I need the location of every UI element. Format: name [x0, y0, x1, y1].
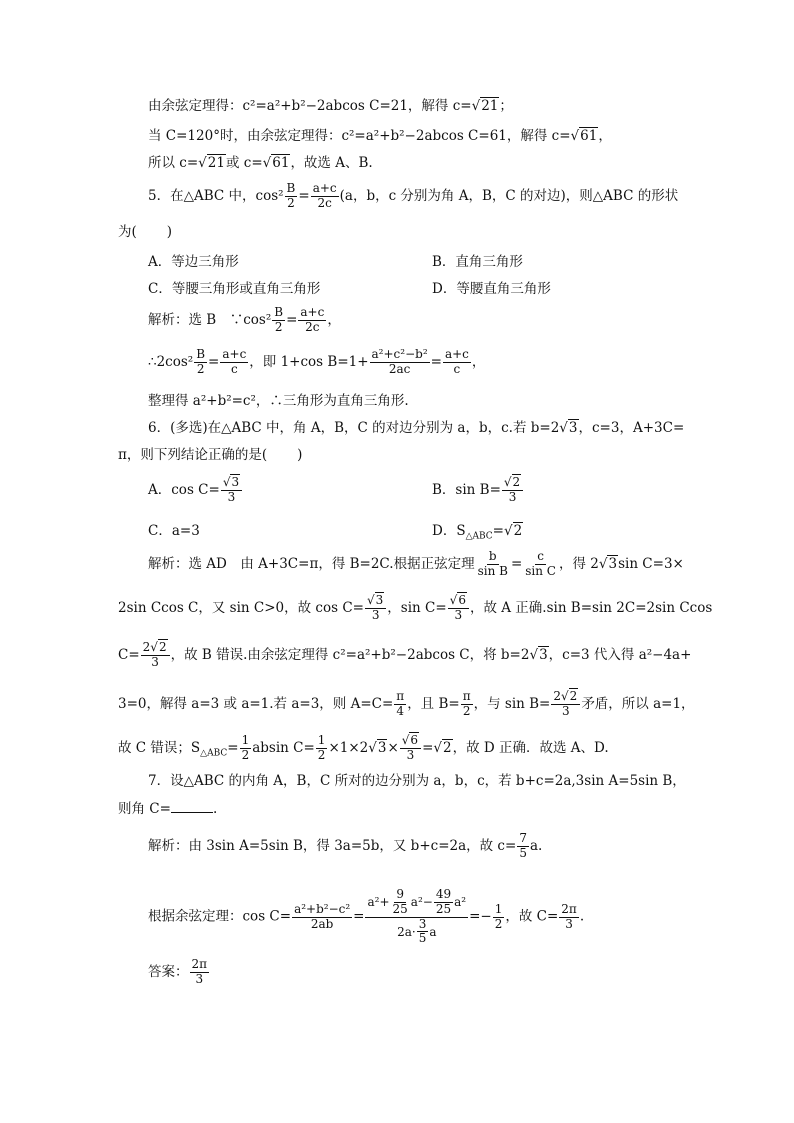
sqrt-symbol [472, 98, 481, 114]
numerator [502, 476, 523, 491]
denominator: 2 [274, 319, 283, 334]
text: 为( [118, 224, 137, 240]
question-7-stem-cont [118, 800, 217, 818]
text: 或 c= [225, 155, 263, 171]
radicand: 6 [458, 593, 466, 607]
denominator: c [453, 361, 461, 376]
text: ， [327, 311, 341, 328]
fraction [141, 641, 170, 670]
text: . [579, 908, 585, 925]
radicand: 3 [539, 646, 548, 663]
text: ，与 sin B= [473, 695, 551, 712]
fraction [285, 182, 298, 211]
option-b[interactable]: B．直角三角形 [432, 254, 523, 270]
text: a² [454, 894, 467, 909]
numerator: a+c [312, 181, 337, 195]
text: ，且 B= [407, 695, 460, 712]
denominator: 25 [435, 901, 452, 916]
text: absin C= [252, 739, 315, 756]
text: 当 C=120°时，由余弦定理得：c²=a²+b²−2abcos C=61，解得 c= [148, 128, 571, 144]
fraction [311, 182, 339, 211]
text: × [387, 739, 399, 756]
radicand: 3 [568, 420, 578, 436]
text: 2a· [397, 924, 416, 939]
radicand: 21 [207, 155, 225, 171]
numerator: 7 [519, 831, 527, 845]
numerator [365, 888, 468, 918]
text: = [353, 908, 365, 925]
radicand: 2 [513, 523, 523, 539]
solution-line [148, 155, 373, 172]
option-c[interactable]: C．a=3 [148, 523, 200, 539]
sqrt-symbol [504, 475, 512, 489]
numerator: B [274, 305, 284, 319]
fraction [461, 690, 473, 719]
fraction [391, 888, 410, 917]
sqrt-symbol [198, 155, 207, 171]
denominator: 2ac [388, 361, 411, 376]
fraction [517, 832, 529, 861]
sqrt-symbol [368, 740, 377, 756]
denominator: 3 [565, 916, 573, 931]
fraction [448, 594, 469, 623]
fraction [493, 903, 505, 932]
numerator: a+c [300, 305, 325, 319]
option-a[interactable]: A．等边三角形 [148, 254, 239, 270]
answer-label: 答案： [148, 963, 189, 980]
text: 解析：选 AD 由 A+3C=π，得 B=2C.根据正弦定理 [148, 555, 475, 572]
radicand: 2 [158, 640, 167, 654]
text: D．S [432, 523, 466, 539]
fraction [417, 918, 429, 947]
denominator: 3 [508, 489, 517, 504]
text: ，故 D 正确．故选 A、D. [452, 739, 609, 756]
denominator: 3 [195, 971, 204, 986]
text: 解析：选 B ∵cos² [148, 311, 272, 328]
text: 整理得 a²+b²=c²，∴三角形为直角三角形. [148, 393, 409, 409]
fraction [370, 348, 430, 377]
numerator [400, 734, 421, 749]
subscript: △ABC [465, 531, 493, 542]
numerator: 9 [396, 887, 404, 901]
numerator: a²+b²−c² [294, 901, 351, 916]
numerator: 2π [191, 957, 208, 971]
fraction [292, 903, 352, 932]
option-c[interactable]: C．等腰三角形或直角三角形 [148, 281, 321, 297]
fraction [316, 734, 328, 763]
sqrt-symbol [263, 155, 272, 171]
answer-value [190, 958, 210, 987]
denominator: 4 [396, 703, 405, 718]
text: C= [118, 646, 140, 663]
solution-line [148, 832, 542, 861]
text: 则角 C= [118, 801, 171, 817]
radicand: 3 [375, 593, 384, 607]
solution-line [118, 734, 609, 763]
fraction [272, 306, 285, 335]
text: ∴2cos² [148, 353, 194, 370]
radicand: 3 [377, 739, 387, 756]
denominator [395, 918, 438, 947]
text: 2sin Ccos C，又 sin C>0，故 cos C= [118, 599, 364, 616]
radicand: 2 [442, 739, 452, 756]
denominator: 3 [371, 607, 380, 622]
text: 根据余弦定理：cos C= [148, 908, 292, 925]
solution-line [148, 306, 341, 335]
subscript: △ABC [200, 748, 228, 759]
numerator: 1 [241, 733, 250, 747]
numerator: c [537, 549, 544, 563]
denominator: 5 [418, 931, 427, 946]
fraction [394, 690, 406, 719]
text: 矛盾，所以 a=1， [581, 695, 695, 712]
radicand: 6 [410, 733, 419, 747]
text: = [298, 187, 310, 204]
question-5-stem [148, 182, 678, 211]
numerator: B [286, 181, 296, 195]
sqrt-symbol [571, 128, 580, 144]
radicand: 21 [481, 98, 499, 114]
denominator: 2ab [310, 916, 334, 931]
solution-line [118, 690, 695, 719]
solution-line [148, 888, 584, 946]
coefficient: 2 [553, 689, 562, 703]
text: ， [471, 353, 486, 370]
radicand: 3 [231, 475, 240, 489]
sqrt-symbol [504, 523, 513, 539]
text: A．cos C= [148, 481, 220, 498]
text: ) [297, 447, 303, 463]
text: ； [499, 98, 513, 114]
text: 5．在△ABC 中，cos² [148, 187, 284, 204]
numerator: a+c [444, 347, 469, 361]
text: ，c=3 代入得 a²−4a+ [548, 646, 692, 663]
denominator: 3 [151, 654, 159, 669]
solution-line [118, 594, 712, 623]
solution-line [148, 348, 485, 377]
answer-line [148, 958, 210, 987]
text: ) [166, 224, 173, 240]
numerator: b [488, 549, 497, 563]
text: 由余弦定理得：c²=a²+b²−2abcos C=21，解得 c= [148, 98, 472, 114]
radicand: 2 [512, 475, 521, 489]
radicand: 3 [608, 555, 618, 572]
text: ，故选 A、B. [290, 155, 373, 171]
text: 6．(多选)在△ABC 中，角 A，B，C 的对边分别为 a，b，c.若 b=2 [148, 420, 560, 436]
compound-fraction [365, 888, 468, 946]
denominator: c [230, 361, 238, 376]
question-5-stem-cont [118, 224, 172, 241]
question-6-stem [148, 420, 684, 437]
fraction [400, 734, 421, 763]
numerator [365, 594, 386, 609]
fraction [502, 476, 523, 505]
denominator: 3 [227, 489, 236, 504]
option-b[interactable] [432, 476, 524, 505]
numerator [448, 594, 469, 609]
sqrt-symbol [529, 647, 538, 663]
solution-line [148, 393, 409, 410]
numerator: π [462, 689, 471, 703]
text: a²+ [367, 894, 390, 909]
fraction [298, 306, 326, 335]
fraction [220, 348, 248, 377]
radicand: 61 [580, 128, 598, 144]
text: 3=0，解得 a=3 或 a=1.若 a=3，则 A=C= [118, 695, 394, 712]
text: a. [529, 837, 543, 854]
denominator: sin C [525, 563, 556, 578]
solution-line [148, 550, 684, 579]
numerator: 3 [418, 916, 427, 931]
denominator: 2 [494, 916, 503, 931]
text: ×1×2 [328, 739, 369, 756]
text: ，故 C= [505, 908, 559, 925]
denominator: 2c [317, 195, 332, 210]
radicand: 61 [272, 155, 290, 171]
sqrt-symbol [561, 689, 569, 703]
text: = [422, 739, 434, 756]
sqrt-symbol [367, 593, 375, 607]
sqrt-symbol [150, 640, 158, 654]
text: . [212, 801, 218, 817]
fraction [365, 594, 386, 623]
numerator: 1 [494, 901, 503, 916]
text: = [286, 311, 298, 328]
text: sin C=3× [618, 555, 684, 572]
question-7-stem [148, 773, 686, 790]
denominator: 25 [392, 901, 408, 916]
fraction [240, 734, 252, 763]
question-6-stem-cont [118, 447, 302, 464]
denominator: 5 [519, 845, 527, 860]
numerator: a²+c²−b² [371, 347, 428, 361]
text: = [510, 555, 523, 572]
answer-blank[interactable] [171, 800, 213, 813]
denominator: 2 [241, 747, 250, 762]
numerator: 2π [561, 901, 577, 916]
sqrt-symbol [559, 420, 568, 436]
fraction [443, 348, 471, 377]
fraction [221, 476, 242, 505]
text: π，则下列结论正确的是( [118, 447, 268, 463]
text: ，sin C= [387, 599, 447, 616]
solution-line [148, 98, 513, 115]
denominator: 3 [454, 607, 463, 622]
numerator: π [396, 689, 405, 703]
text: ，c=3，A+3C= [578, 420, 685, 436]
text: =− [469, 908, 492, 925]
numerator [551, 690, 580, 705]
text: = [227, 739, 239, 756]
text: a²− [410, 894, 433, 909]
text: a [429, 924, 437, 939]
denominator: 2c [305, 319, 320, 334]
numerator: B [196, 347, 206, 361]
fraction [559, 903, 579, 932]
option-a[interactable] [148, 476, 243, 505]
fraction [434, 888, 453, 917]
radicand: 2 [569, 689, 578, 703]
text: ，故 B 错误.由余弦定理得 c²=a²+b²−2abcos C，将 b=2 [170, 646, 530, 663]
numerator [221, 476, 242, 491]
numerator [141, 641, 170, 656]
text: = [208, 353, 220, 370]
denominator: 2 [287, 195, 295, 210]
sqrt-symbol [433, 740, 442, 756]
denominator: 2 [196, 361, 205, 376]
numerator: 49 [435, 887, 452, 901]
text: ，故 A 正确.sin B=sin 2C=2sin Ccos [469, 599, 713, 616]
option-d[interactable]: D．等腰直角三角形 [432, 281, 551, 297]
fraction [523, 550, 558, 579]
denominator: sin B [477, 563, 508, 578]
denominator: 2 [317, 747, 326, 762]
option-d[interactable] [432, 519, 523, 542]
denominator: 3 [406, 747, 415, 762]
text: ，即 1+cos B=1+ [249, 353, 369, 370]
fraction [551, 690, 580, 719]
text: = [430, 353, 442, 370]
denominator: 2 [462, 703, 471, 718]
denominator: 3 [562, 703, 570, 718]
text: 解析：由 3sin A=5sin B，得 3a=5b，又 b+c=2a，故 c= [148, 837, 517, 854]
solution-line [148, 128, 612, 145]
text: 故 C 错误；S [118, 739, 201, 756]
text: B．sin B= [432, 481, 501, 498]
text: ， [598, 128, 612, 144]
text: 7．设△ABC 的内角 A，B，C 所对的边分别为 a，b，c，若 b+c=2a,3sin A=5sin B， [148, 773, 686, 789]
fraction [476, 550, 510, 579]
text: = [492, 523, 504, 539]
numerator: a+c [222, 347, 247, 361]
text: (a，b，c 分别为角 A，B，C 的对边)，则△ABC 的形状 [339, 187, 679, 204]
text: ，得 2 [558, 555, 599, 572]
numerator: 1 [317, 733, 326, 747]
fraction [194, 348, 207, 377]
solution-line [118, 641, 691, 670]
text: 所以 c= [148, 155, 199, 171]
coefficient: 2 [142, 640, 151, 654]
